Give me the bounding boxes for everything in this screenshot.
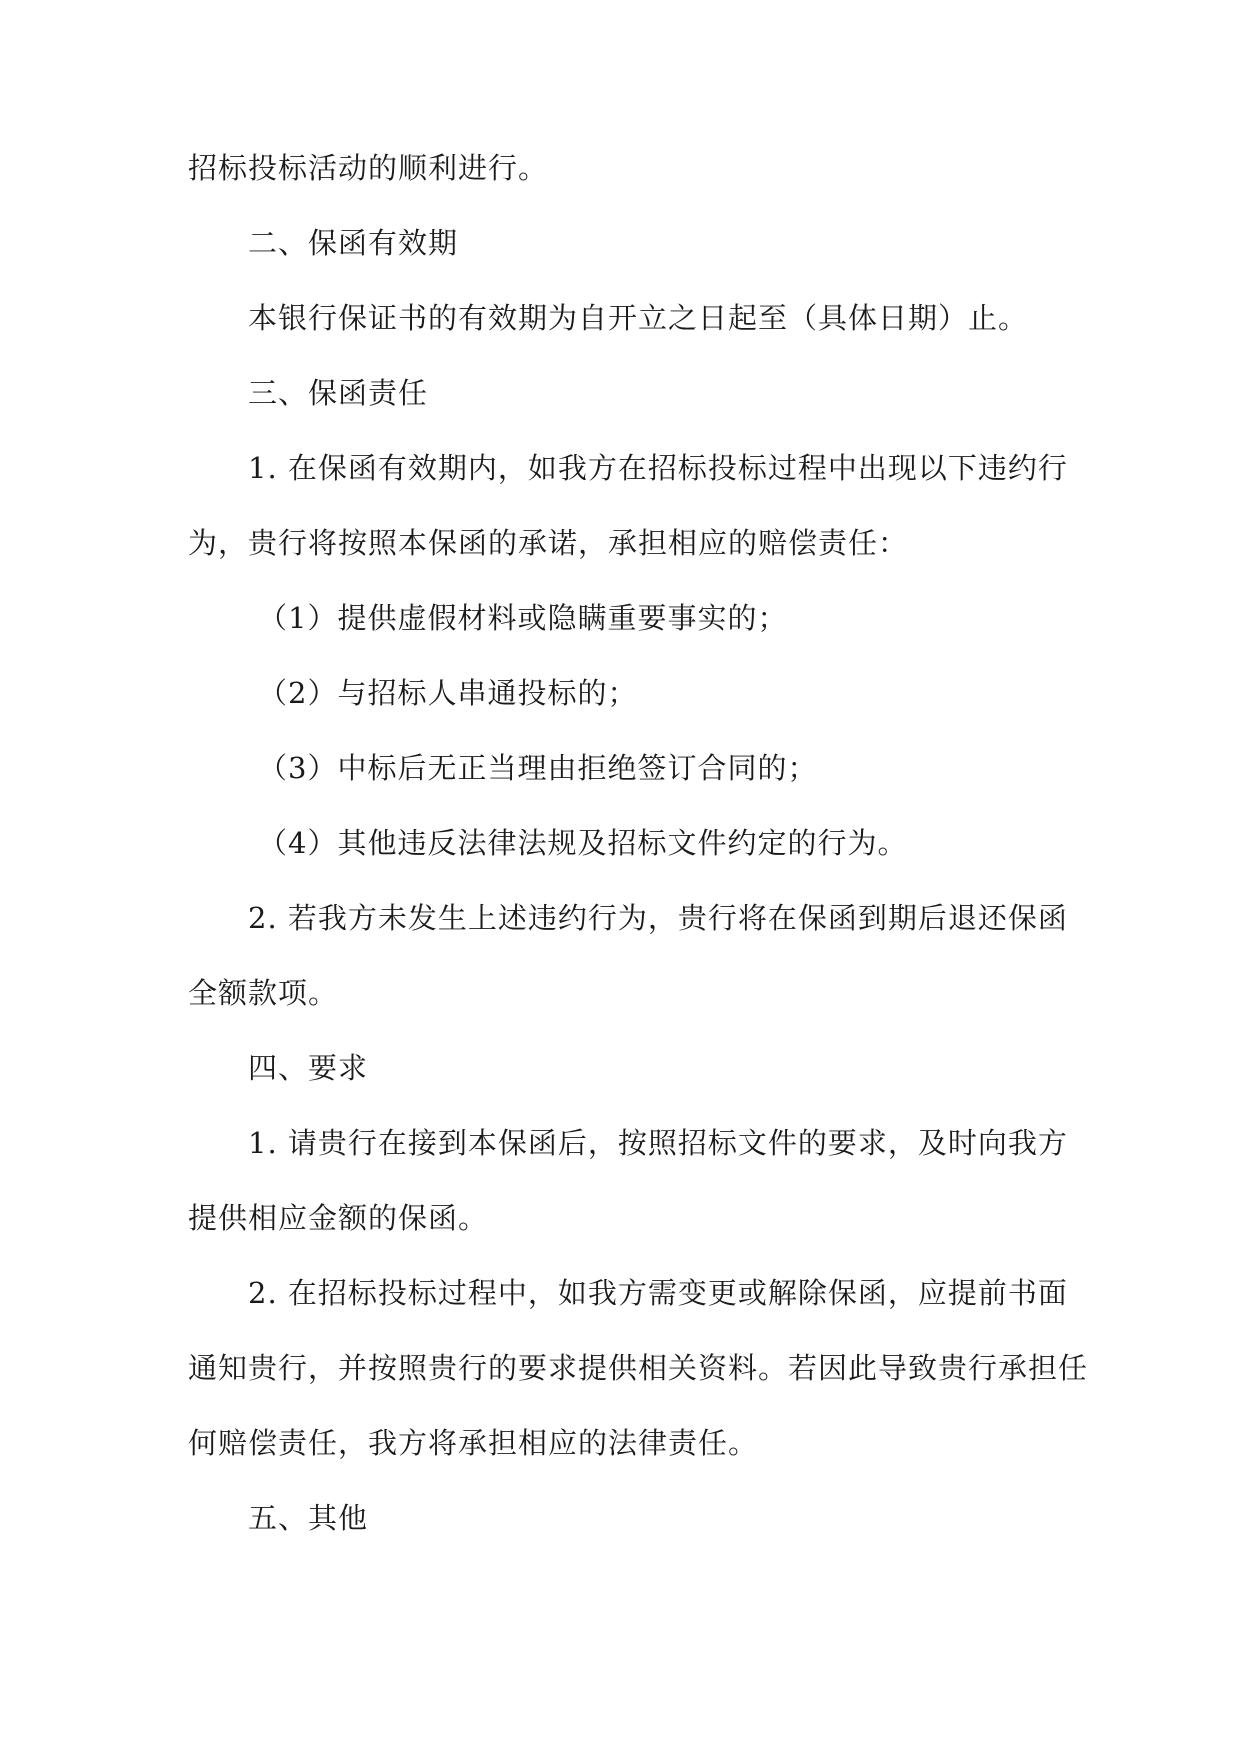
text-line-requirement-1a: 1. 请贵行在接到本保函后，按照招标文件的要求，及时向我方 — [248, 1126, 1068, 1160]
text-line-liability-2b: 全额款项。 — [188, 976, 339, 1010]
text-line-requirement-1b: 提供相应金额的保函。 — [188, 1201, 489, 1235]
text-line-liability-2a: 2. 若我方未发生上述违约行为，贵行将在保函到期后退还保函 — [248, 901, 1068, 935]
list-item-4: （4）其他违反法律法规及招标文件约定的行为。 — [258, 826, 908, 860]
text-line-requirement-2b: 通知贵行，并按照贵行的要求提供相关资料。若因此导致贵行承担任 — [188, 1351, 1089, 1385]
section-heading-validity: 二、保函有效期 — [248, 226, 459, 260]
section-heading-other: 五、其他 — [248, 1501, 369, 1535]
list-item-3: （3）中标后无正当理由拒绝签订合同的； — [258, 751, 818, 785]
text-line-validity: 本银行保证书的有效期为自开立之日起至（具体日期）止。 — [248, 301, 1029, 335]
text-line-liability-1b: 为，贵行将按照本保函的承诺，承担相应的赔偿责任： — [188, 526, 909, 560]
text-line-requirement-2c: 何赔偿责任，我方将承担相应的法律责任。 — [188, 1426, 759, 1460]
text-line-requirement-2a: 2. 在招标投标过程中，如我方需变更或解除保函，应提前书面 — [248, 1276, 1068, 1310]
list-item-2: （2）与招标人串通投标的； — [258, 676, 638, 710]
text-line-liability-1a: 1. 在保函有效期内，如我方在招标投标过程中出现以下违约行 — [248, 451, 1068, 485]
list-item-1: （1）提供虚假材料或隐瞒重要事实的； — [258, 601, 788, 635]
section-heading-liability: 三、保函责任 — [248, 376, 429, 410]
section-heading-requirements: 四、要求 — [248, 1051, 369, 1085]
text-line-continuation: 招标投标活动的顺利进行。 — [188, 151, 549, 185]
